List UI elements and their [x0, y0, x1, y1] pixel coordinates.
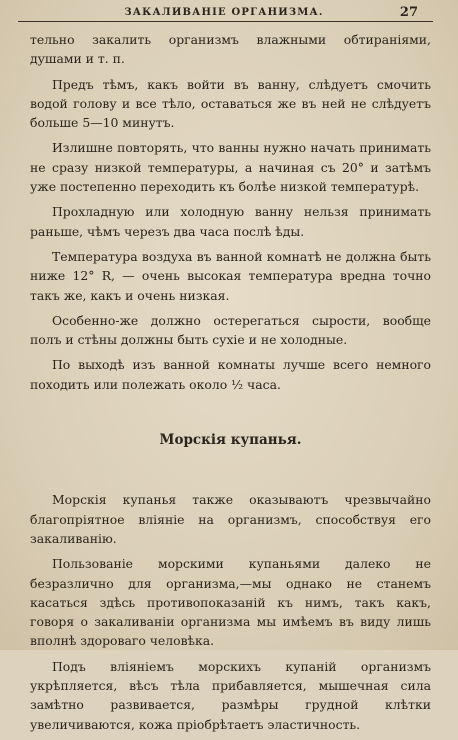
page-header [30, 2, 418, 22]
page-number: 27 [399, 4, 418, 20]
paragraph: Подъ вліяніемъ морскихъ купаній организмъ укрѣпляется, вѣсъ тѣла прибавляется, мышечная сила замѣтно развивается, размѣры грудной клѣтки увеличиваются, кожа пріобрѣтаетъ эластичность. [30, 658, 431, 732]
paragraph: Излишне повторять, что ванны нужно начать принимать не сразу низкой температуры, а начиная съ 20° и затѣмъ уже постепенно переходить къ болѣе низкой температурѣ. [30, 140, 431, 195]
paragraph: По выходѣ изъ ванной комнаты лучше всего немного походить или полежать около ½ часа. [30, 357, 431, 392]
section-title: Морскія купанья. [159, 432, 302, 449]
paragraph: Предъ тѣмъ, какъ войти въ ванну, слѣдуетъ смочить водой голову и все тѣло, оставаться же въ ней не слѣдуетъ больше 5—10 минутъ. [30, 76, 431, 131]
paragraph: Особенно-же должно остерегаться сырости, вообще полъ и стѣны должны быть сухіе и не холодные. [30, 312, 431, 348]
running-head: ЗАКАЛИВАНІЕ ОРГАНИЗМА. [124, 6, 324, 18]
paragraph: тельно закалить организмъ влажными обтираніями, душами и т. п. [30, 32, 431, 67]
body-text [30, 30, 431, 740]
header-rule [18, 21, 433, 22]
paragraph: Температура воздуха въ ванной комнатѣ не должна быть ниже 12° R, — очень высокая температура вредна точно такъ же, какъ и очень низкая. [30, 248, 431, 303]
paragraph: Морскія купанья также оказываютъ чрезвычайно благопріятное вліяніе на организмъ, способствуя его закаливанію. [30, 492, 431, 546]
paragraph: Прохладную или холодную ванну нельзя принимать раньше, чѣмъ черезъ два часа послѣ ѣды. [30, 204, 431, 239]
paragraph: Пользованіе морскими купаньями далеко не безразлично для организма,—мы однако не станемъ касаться здѣсь противопоказаній къ нимъ, такъ какъ, говоря о закаливаніи организма мы имѣемъ въ виду лишь вполнѣ здороваго человѣка. [30, 556, 431, 649]
